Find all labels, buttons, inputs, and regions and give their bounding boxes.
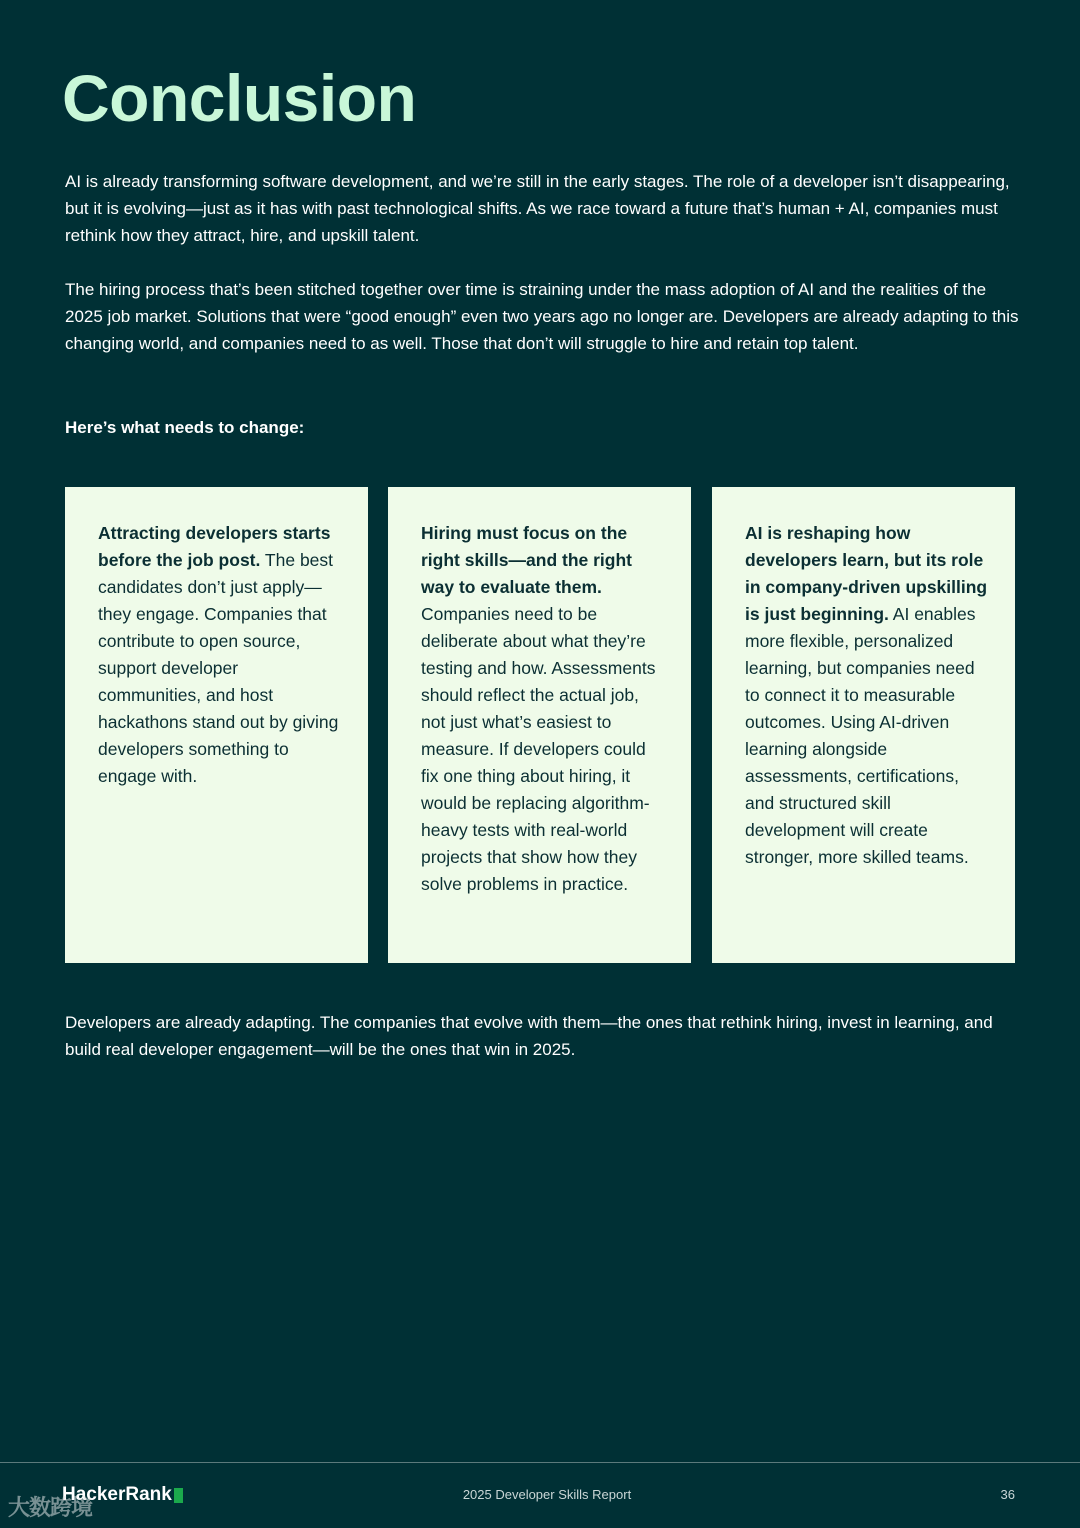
page-number: 36 [1000, 1487, 1015, 1502]
card-lead: Hiring must focus on the right skills—and the right way to evaluate them. [421, 523, 632, 597]
changes-heading: Here’s what needs to change: [65, 418, 305, 437]
page-title: Conclusion [62, 61, 417, 135]
brand-name: HackerRank [62, 1484, 172, 1505]
card-lead: AI is reshaping how developers learn, but its role in company-driven upskilling is just beginning. [745, 523, 988, 624]
card-text [745, 520, 991, 871]
watermark: 大数跨境 [8, 1495, 93, 1520]
report-title: 2025 Developer Skills Report [462, 1487, 632, 1502]
intro-paragraph-1: AI is already transforming software development, and we’re still in the early stages. The role of a developer isn’t disappearing, but it is evolving—just as it has with past technological shifts. As we race toward a future that’s human + AI, companies must rethink how they attract, hire, and upskill talent. [65, 172, 1010, 245]
change-card-attracting [65, 487, 368, 963]
card-lead: Attracting developers starts before the job post. [98, 523, 331, 570]
closing-paragraph: Developers are already adapting. The companies that evolve with them—the ones that rethink hiring, invest in learning, and build real developer engagement—will be the ones that win in 2025. [65, 1013, 993, 1059]
footer-divider [0, 1462, 1080, 1463]
change-card-hiring [388, 487, 691, 963]
card-body: AI enables more flexible, personalized learning, but companies need to connect it to measurable outcomes. Using AI-driven learning alongside assessments, certifications, and structured skill development will create stronger, more skilled teams. [745, 604, 976, 867]
intro-paragraph-2: The hiring process that’s been stitched together over time is straining under the mass adoption of AI and the realities of the 2025 job market. Solutions that were “good enough” even two years ago no longer are. Developers are already adapting to this changing world, and companies need to as well. Those that don’t will struggle to hire and retain top talent. [65, 280, 1019, 353]
card-text [98, 520, 344, 790]
card-body: Companies need to be deliberate about what they’re testing and how. Assessments should reflect the actual job, not just what’s easiest to measure. If developers could fix one thing about hiring, it would be replacing algorithm-heavy tests with real-world projects that show how they solve problems in practice. [421, 604, 656, 894]
change-card-upskilling [712, 487, 1015, 963]
card-body: The best candidates don’t just apply—they engage. Companies that contribute to open source, support developer communities, and host hackathons stand out by giving developers something to engage with. [98, 550, 339, 786]
card-text [421, 520, 667, 898]
